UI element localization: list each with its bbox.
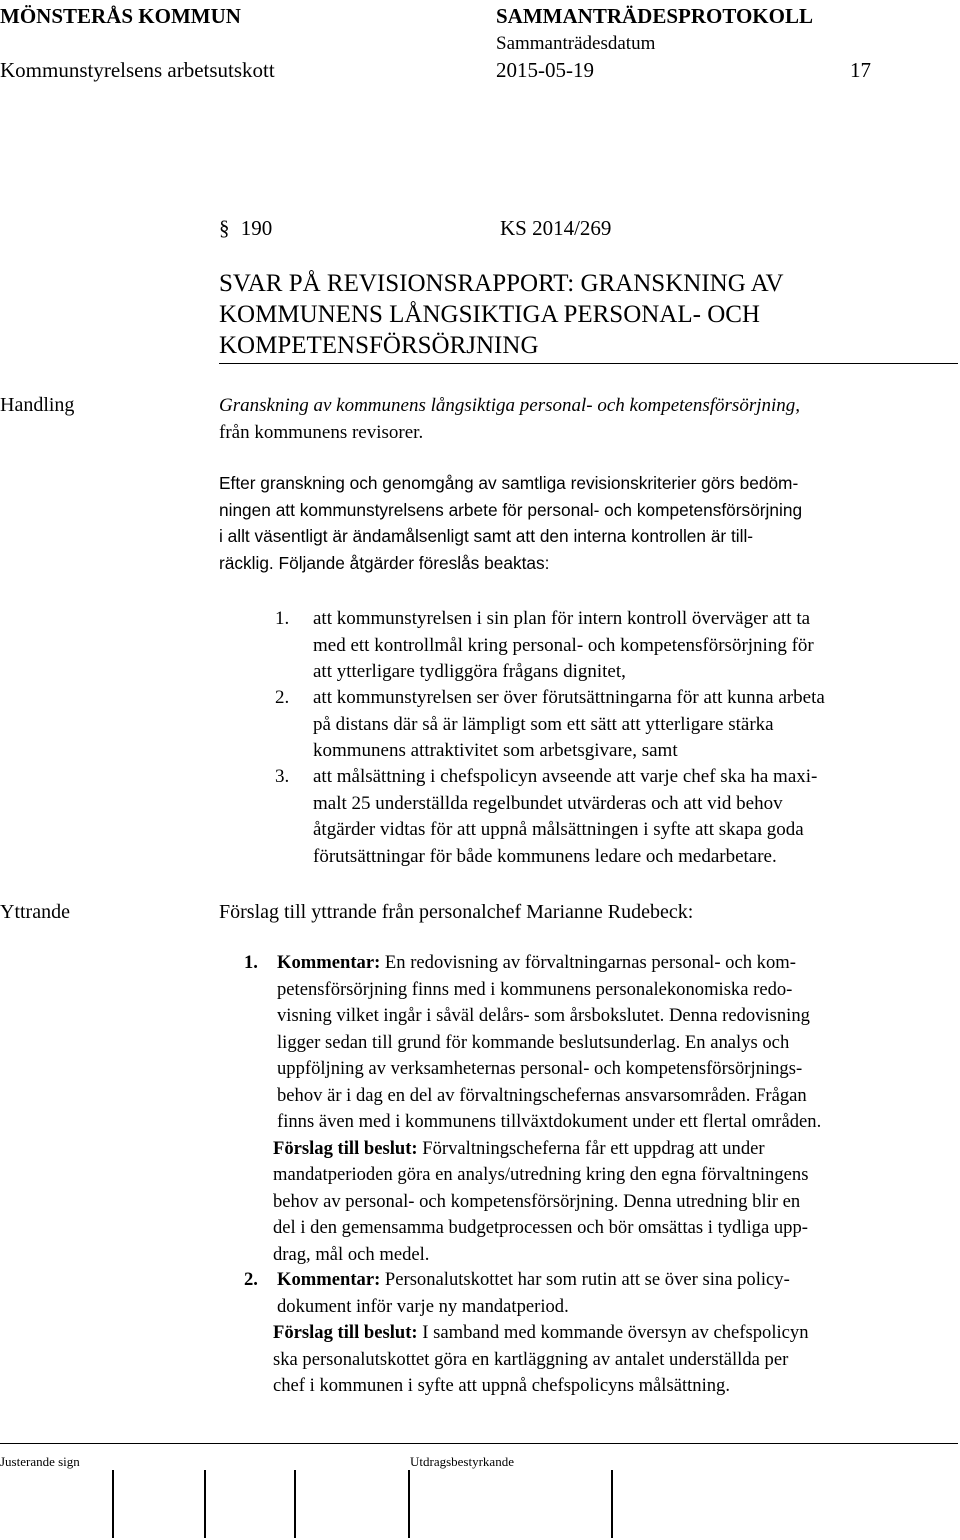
comment-text: En redovisning av förvaltningarnas personal- och kom- bbox=[380, 952, 796, 973]
intro-line: ningen att kommunstyrelsens arbete för personal- och kompetensförsörjning bbox=[219, 499, 803, 520]
measure-line: att målsättning i chefspolicyn avseende att varje chef ska ha maxi- bbox=[313, 766, 818, 787]
response-item bbox=[244, 950, 821, 1268]
measure-line: att kommunstyrelsen i sin plan för intern kontroll överväger att ta bbox=[313, 608, 811, 629]
intro-paragraph bbox=[219, 470, 802, 576]
measure-line: med ett kontrollmål kring personal- och kompetensförsörjning för bbox=[313, 634, 814, 656]
measure-line: åtgärder vidtas för att uppnå målsättningen i syfte att skapa goda bbox=[313, 819, 804, 840]
title-line: KOMMUNENS LÅNGSIKTIGA PERSONAL- OCH bbox=[219, 301, 760, 328]
yttrande-intro: Förslag till yttrande från personalchef Marianne Rudebeck: bbox=[219, 901, 694, 923]
title-line: SVAR PÅ REVISIONSRAPPORT: GRANSKNING AV bbox=[219, 270, 784, 297]
intro-line: Efter granskning och genomgång av samtliga revisionskriterier görs bedöm- bbox=[219, 473, 799, 493]
comment-line: behov är i dag en del av förvaltningschefernas ansvarsområden. Frågan bbox=[277, 1084, 807, 1106]
section-number: 190 bbox=[240, 216, 273, 240]
document-type: SAMMANTRÄDESPROTOKOLL bbox=[496, 4, 813, 28]
measure-number: 3. bbox=[275, 766, 290, 787]
comment-line: visning vilket ingår i såväl delårs- som årsbokslutet. Denna redovisning bbox=[277, 1005, 810, 1026]
meeting-date: 2015-05-19 bbox=[496, 58, 594, 82]
handling-line: från kommunens revisorer. bbox=[219, 421, 424, 443]
utdragsbestyrkande-label: Utdragsbestyrkande bbox=[410, 1454, 514, 1469]
case-reference: KS 2014/269 bbox=[500, 216, 612, 240]
date-label: Sammanträdesdatum bbox=[496, 33, 656, 54]
proposal-first-line bbox=[273, 1136, 821, 1163]
yttrande-label: Yttrande bbox=[0, 901, 70, 923]
measure-line: förutsättningar för både kommunens ledare och medarbetare. bbox=[313, 845, 777, 867]
comment-line: ligger sedan till grund för kommande beslutsunderlag. En analys och bbox=[277, 1031, 790, 1053]
measure-line: att ytterligare tydliggöra frågans dignitet, bbox=[313, 661, 626, 682]
comment-line: dokument inför varje ny mandatperiod. bbox=[277, 1295, 569, 1317]
comment-first-line bbox=[277, 950, 821, 977]
measure-line: att kommunstyrelsen ser över förutsättningarna för att kunna arbeta bbox=[313, 687, 825, 708]
measure-item bbox=[275, 685, 825, 765]
title-underline bbox=[219, 363, 958, 364]
proposal-label: Förslag till beslut: bbox=[273, 1322, 418, 1343]
measure-line: kommunens attraktivitet som arbetsgivare, samt bbox=[313, 740, 678, 761]
handling-line-italic: Granskning av kommunens långsiktiga personal- och kompetensförsörjning, bbox=[219, 395, 801, 416]
measure-line: malt 25 underställda regelbundet utvärderas och att vid behov bbox=[313, 792, 783, 814]
measure-line: på distans där så är lämpligt som ett sätt att ytterligare stärka bbox=[313, 713, 774, 735]
section-title bbox=[219, 268, 784, 361]
proposal-label: Förslag till beslut: bbox=[273, 1137, 418, 1159]
proposal-line: mandatperioden göra en analys/utredning kring den egna förvaltningens bbox=[273, 1164, 809, 1185]
proposal-text: I samband med kommande översyn av chefspolicyn bbox=[417, 1322, 809, 1343]
measure-number: 1. bbox=[275, 608, 290, 629]
proposal-line: chef i kommunen i syfte att uppnå chefspolicyns målsättning. bbox=[273, 1375, 730, 1396]
comment-line: finns även med i kommunens tillväxtdokument under ett flertal områden. bbox=[277, 1111, 822, 1132]
justerande-sign-label: Justerande sign bbox=[0, 1454, 80, 1469]
response-number: 2. bbox=[244, 1269, 258, 1290]
section-heading bbox=[219, 215, 272, 242]
committee-name: Kommunstyrelsens arbetsutskott bbox=[0, 58, 275, 82]
footer-rule bbox=[0, 1443, 958, 1444]
measure-number: 2. bbox=[275, 687, 290, 708]
proposal-line: behov av personal- och kompetensförsörjning. Denna utredning blir en bbox=[273, 1190, 801, 1212]
proposal-first-line bbox=[273, 1320, 809, 1347]
response-item bbox=[244, 1267, 809, 1400]
handling-text bbox=[219, 393, 800, 446]
proposal-line: del i den gemensamma budgetprocessen och bör omsättas i tydliga upp- bbox=[273, 1217, 808, 1238]
proposal-line: ska personalutskottet göra en kartläggning av antalet underställda per bbox=[273, 1348, 789, 1370]
comment-line: uppföljning av verksamheternas personal- och kompetensförsörjnings- bbox=[277, 1058, 803, 1079]
municipality-name: MÖNSTERÅS KOMMUN bbox=[0, 4, 241, 28]
comment-label: Kommentar: bbox=[277, 952, 381, 973]
title-line: KOMPETENSFÖRSÖRJNING bbox=[219, 332, 539, 359]
proposal-text: Förvaltningscheferna får ett uppdrag att under bbox=[417, 1137, 765, 1159]
measure-item bbox=[275, 606, 814, 686]
comment-first-line bbox=[277, 1267, 809, 1294]
response-number: 1. bbox=[244, 952, 258, 973]
signature-box-divider bbox=[204, 1470, 206, 1538]
section-symbol: § bbox=[219, 216, 230, 240]
page-number: 17 bbox=[850, 58, 871, 82]
signature-box-divider bbox=[112, 1470, 114, 1538]
signature-box-divider bbox=[408, 1470, 410, 1538]
proposal-line: drag, mål och medel. bbox=[273, 1243, 430, 1265]
handling-label: Handling bbox=[0, 394, 75, 416]
comment-text: Personalutskottet har som rutin att se över sina policy- bbox=[380, 1269, 790, 1290]
signature-box-divider bbox=[611, 1470, 613, 1538]
measure-item bbox=[275, 764, 817, 870]
intro-line: i allt väsentligt är ändamålsenligt samt att den interna kontrollen är till- bbox=[219, 526, 754, 546]
intro-line: räcklig. Följande åtgärder föreslås beaktas: bbox=[219, 552, 550, 573]
comment-label: Kommentar: bbox=[277, 1269, 381, 1290]
signature-box-divider bbox=[294, 1470, 296, 1538]
comment-line: petensförsörjning finns med i kommunens personalekonomiska redo- bbox=[277, 978, 793, 1000]
